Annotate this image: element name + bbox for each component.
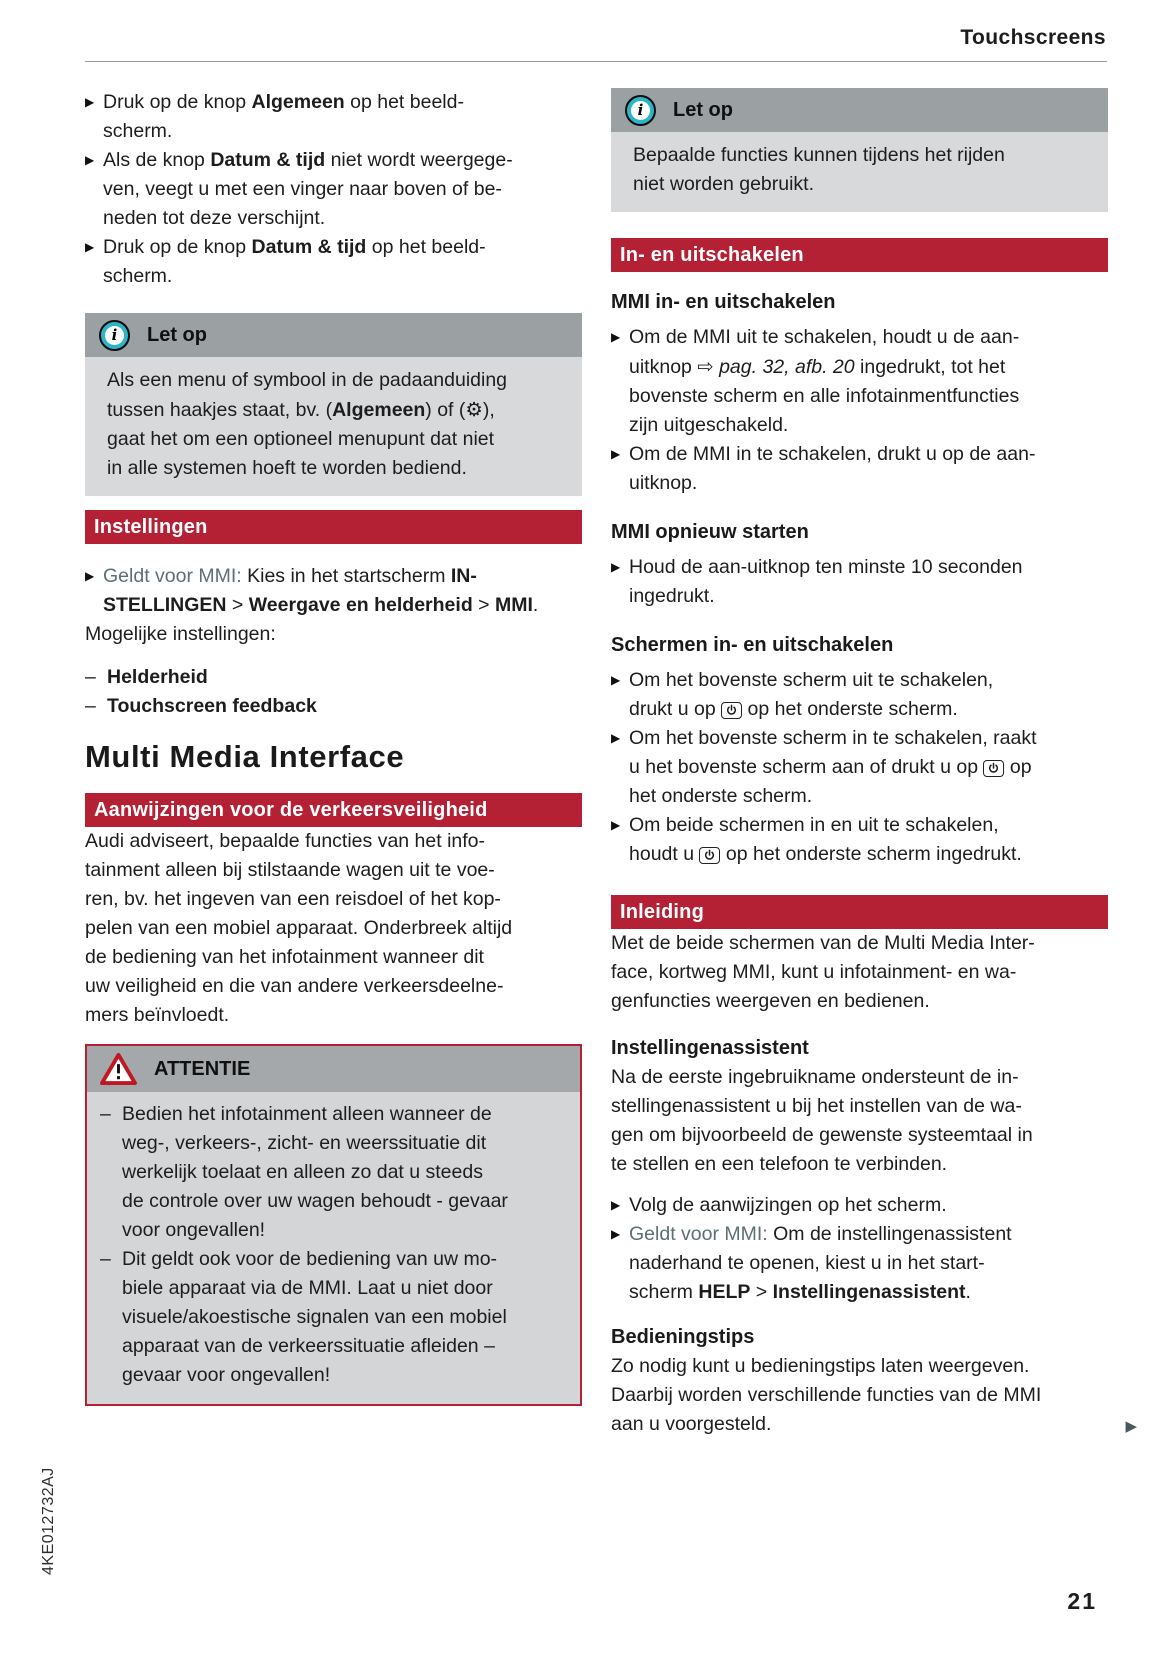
text-run: ven, veegt u met een vinger naar boven of be- xyxy=(103,178,502,200)
text-run: Audi adviseert, bepaalde functies van het info- xyxy=(85,830,486,852)
list-item xyxy=(85,88,597,146)
text-run: Als een menu of symbool in de padaanduiding xyxy=(107,369,508,391)
warning-item-text xyxy=(122,1248,507,1386)
text-run: scherm. xyxy=(103,265,173,287)
text-run: op het onderste scherm ingedrukt. xyxy=(720,843,1022,865)
text-run: pelen van een mobiel apparaat. Onderbreek altijd xyxy=(85,917,513,939)
text-run: de bediening van het infotainment wanneer dit xyxy=(85,946,484,968)
text-run: op het beeld- xyxy=(366,236,486,258)
text-run: tussen haakjes staat, bv. ( xyxy=(107,399,333,421)
text-run: HELP xyxy=(698,1281,751,1303)
text-run: Geldt voor MMI: xyxy=(629,1223,774,1245)
list-item xyxy=(611,1191,1123,1220)
list-item xyxy=(611,323,1123,440)
text-run: aan u voorgesteld. xyxy=(611,1413,772,1435)
text-run: u het bovenste scherm aan of drukt u op xyxy=(629,756,984,778)
text-run: Algemeen xyxy=(251,91,345,113)
bullet-icon: ▶ xyxy=(85,95,95,109)
list-item-text xyxy=(629,814,1022,865)
list-item xyxy=(85,233,597,291)
text-run: Kies in het startscherm xyxy=(247,565,451,587)
bullet-icon: ▶ xyxy=(611,673,621,687)
text-run: Druk op de knop xyxy=(103,91,252,113)
gear-icon: ⚙ xyxy=(465,398,483,421)
text-run: niet worden gebruikt. xyxy=(633,173,815,195)
bullet-icon: ▶ xyxy=(611,1227,621,1241)
warning-body xyxy=(87,1092,580,1404)
option-label: Helderheid xyxy=(107,666,208,688)
text-run: niet wordt weergege- xyxy=(325,149,513,171)
text-run: uw veiligheid en die van andere verkeersdeelne- xyxy=(85,975,504,997)
text-run: scherm xyxy=(629,1281,699,1303)
info-icon-glyph: i xyxy=(105,326,124,345)
tips-paragraph xyxy=(611,1352,1137,1439)
text-run: het onderste scherm. xyxy=(629,785,813,807)
text-run: zijn uitgeschakeld. xyxy=(629,414,789,436)
warning-title: ATTENTIE xyxy=(154,1057,251,1080)
settings-intro: Mogelijke instellingen: xyxy=(85,623,276,645)
bullet-icon: ▶ xyxy=(611,447,621,461)
warning-item xyxy=(100,1100,572,1245)
step-list xyxy=(611,1191,1123,1307)
ref-arrow-icon: ⇨ xyxy=(697,355,714,378)
text-run: naderhand te openen, kiest u in het start- xyxy=(629,1252,985,1274)
text-run: genfuncties weergeven en bedienen. xyxy=(611,990,930,1012)
info-icon xyxy=(99,320,130,351)
text-run: Om de MMI in te schakelen, drukt u op de aan- xyxy=(629,443,1036,465)
text-run: . xyxy=(965,1281,971,1303)
power-key-icon xyxy=(983,760,1004,777)
note-body xyxy=(611,132,1108,212)
text-run: pag. 32, afb. 20 xyxy=(719,356,855,378)
list-item-text xyxy=(629,1194,947,1216)
note-box xyxy=(611,88,1108,212)
text-run: in alle systemen hoeft te worden bediend. xyxy=(107,457,467,479)
page-title: Multi Media Interface xyxy=(85,739,405,774)
info-icon xyxy=(625,95,656,126)
dash-icon: – xyxy=(100,1248,111,1270)
text-run: weg-, verkeers-, zicht- en weerssituatie dit xyxy=(122,1132,487,1154)
text-run: Dit geldt ook voor de bediening van uw mo- xyxy=(122,1248,498,1270)
text-run: werkelijk toelaat en alleen zo dat u steeds xyxy=(122,1161,483,1183)
note-box xyxy=(85,313,582,496)
text-run: gevaar voor ongevallen! xyxy=(122,1364,331,1386)
text-run: Om het bovenste scherm in te schakelen, raakt xyxy=(629,727,1037,749)
text-run: Bepaalde functies kunnen tijdens het rijden xyxy=(633,144,1005,166)
bullet-icon: ▶ xyxy=(611,560,621,574)
text-run: Instellingenassistent xyxy=(772,1281,966,1303)
subheading-instellingenassistent: Instellingenassistent xyxy=(611,1037,809,1059)
text-run: ingedrukt, tot het xyxy=(854,356,1006,378)
warning-box xyxy=(85,1044,582,1406)
bullet-icon: ▶ xyxy=(611,818,621,832)
note-box-header xyxy=(611,88,1108,132)
note-title: Let op xyxy=(673,98,733,121)
tips-paragraph-text xyxy=(611,1355,1041,1435)
list-item xyxy=(85,146,597,233)
text-run: bovenste scherm en alle infotainmentfuncties xyxy=(629,385,1020,407)
bullet-icon: ▶ xyxy=(611,731,621,745)
settings-step-list xyxy=(85,562,597,620)
note-box-header xyxy=(85,313,582,357)
text-run: ingedrukt. xyxy=(629,585,715,607)
inleiding-paragraph xyxy=(611,929,1123,1016)
list-item xyxy=(611,724,1123,811)
text-run: > xyxy=(226,594,249,616)
dash-icon: – xyxy=(85,666,96,688)
text-run: Om de instellingenassistent xyxy=(773,1223,1012,1245)
text-run: stellingenassistent u bij het instellen van de wa- xyxy=(611,1095,1022,1117)
list-item xyxy=(611,1220,1123,1307)
bullet-icon: ▶ xyxy=(611,1198,621,1212)
text-run: te stellen en een telefoon te verbinden. xyxy=(611,1153,948,1175)
list-item-text xyxy=(103,91,464,142)
section-header-inleiding: Inleiding xyxy=(611,895,1108,929)
subheading-mmi-in-en-uitschakelen: MMI in- en uitschakelen xyxy=(611,291,836,313)
list-item xyxy=(611,553,1123,611)
column-left xyxy=(85,88,597,1406)
text-run: op het onderste scherm. xyxy=(742,698,958,720)
spine-code: 4KE012732AJ xyxy=(40,1467,57,1575)
text-run: ), xyxy=(482,399,495,421)
list-item-text xyxy=(103,236,486,287)
list-item-text xyxy=(629,556,1023,607)
text-run: Weergave en helderheid xyxy=(248,594,473,616)
note-title: Let op xyxy=(147,323,207,346)
list-item-text xyxy=(103,565,538,616)
step-list xyxy=(611,666,1123,869)
bullet-icon: ▶ xyxy=(85,153,95,167)
text-run: face, kortweg MMI, kunt u infotainment- en wa- xyxy=(611,961,1017,983)
subheading-schermen-in-en-uitschakelen: Schermen in- en uitschakelen xyxy=(611,634,894,656)
warning-box-header xyxy=(87,1046,580,1092)
text-run: gaat het om een optioneel menupunt dat niet xyxy=(107,428,495,450)
section-header-in-en-uitschakelen: In- en uitschakelen xyxy=(611,238,1108,272)
text-run: tainment alleen bij stilstaande wagen uit te voe- xyxy=(85,859,495,881)
text-run: Als de knop xyxy=(103,149,211,171)
text-run: ) of ( xyxy=(425,399,466,421)
list-item xyxy=(85,663,597,692)
safety-paragraph xyxy=(85,827,597,1030)
text-run: > xyxy=(750,1281,773,1303)
text-run: uitknop. xyxy=(629,472,698,494)
text-run: Met de beide schermen van de Multi Media Inter- xyxy=(611,932,1035,954)
text-run: biele apparaat via de MMI. Laat u niet door xyxy=(122,1277,493,1299)
list-item-text xyxy=(103,149,513,229)
text-run: de controle over uw wagen behoudt - gevaar xyxy=(122,1190,508,1212)
text-run: op het beeld- xyxy=(344,91,464,113)
text-run: visuele/akoestische signalen van een mobiel xyxy=(122,1306,507,1328)
info-icon-glyph: i xyxy=(631,101,650,120)
text-run: uitknop xyxy=(629,356,698,378)
text-run: Om het bovenste scherm uit te schakelen, xyxy=(629,669,994,691)
note-body xyxy=(85,357,582,496)
header-rule xyxy=(85,61,1107,62)
dash-icon: – xyxy=(100,1103,111,1125)
text-run: mers beïnvloedt. xyxy=(85,1004,230,1026)
power-key-icon xyxy=(699,847,720,864)
text-run: voor ongevallen! xyxy=(122,1219,266,1241)
list-item-text xyxy=(629,727,1037,807)
text-run: Daarbij worden verschillende functies van de MMI xyxy=(611,1384,1042,1406)
step-list xyxy=(611,323,1123,498)
list-item xyxy=(611,811,1123,869)
list-item xyxy=(611,666,1123,724)
list-item-text xyxy=(629,669,993,720)
text-run: Houd de aan-uitknop ten minste 10 seconden xyxy=(629,556,1023,578)
text-run: Na de eerste ingebruikname ondersteunt de in- xyxy=(611,1066,1019,1088)
text-run: Bedien het infotainment alleen wanneer de xyxy=(122,1103,492,1125)
text-run: STELLINGEN xyxy=(103,594,227,616)
settings-options-list xyxy=(85,663,597,721)
text-run: . xyxy=(532,594,539,616)
text-run: neden tot deze verschijnt. xyxy=(103,207,326,229)
section-header-instellingen: Instellingen xyxy=(85,510,582,544)
bullet-icon: ▶ xyxy=(85,569,95,583)
text-run: Druk op de knop xyxy=(103,236,252,258)
list-item xyxy=(85,692,597,721)
bullet-icon: ▶ xyxy=(85,240,95,254)
list-item-text xyxy=(629,443,1035,494)
text-run: Geldt voor MMI: xyxy=(103,565,248,587)
text-run: IN- xyxy=(450,565,477,587)
power-key-icon xyxy=(721,702,742,719)
warning-triangle-icon xyxy=(99,1052,138,1087)
text-run: Datum & tijd xyxy=(251,236,367,258)
dash-icon: – xyxy=(85,695,96,717)
text-run: gen om bijvoorbeeld de gewenste systeemtaal in xyxy=(611,1124,1033,1146)
list-item xyxy=(611,440,1123,498)
text-run: MMI xyxy=(494,594,533,616)
subheading-mmi-opnieuw-starten: MMI opnieuw starten xyxy=(611,521,809,543)
page-header-title: Touchscreens xyxy=(960,26,1106,49)
text-run: scherm. xyxy=(103,120,173,142)
assistant-paragraph xyxy=(611,1063,1123,1179)
text-run: Volg de aanwijzingen op het scherm. xyxy=(629,1194,947,1216)
text-run: Datum & tijd xyxy=(210,149,326,171)
list-item xyxy=(85,562,597,620)
warning-item-text xyxy=(122,1103,508,1241)
text-run: houdt u xyxy=(629,843,700,865)
bullet-icon: ▶ xyxy=(611,330,621,344)
instruction-list xyxy=(85,88,597,291)
text-run: apparaat van de verkeerssituatie afleiden – xyxy=(122,1335,495,1357)
warning-item xyxy=(100,1245,572,1390)
list-item-text xyxy=(629,1223,1012,1303)
text-run: > xyxy=(472,594,495,616)
text-run: Om beide schermen in en uit te schakelen, xyxy=(629,814,999,836)
subheading-bedieningstips: Bedieningstips xyxy=(611,1326,755,1348)
continuation-arrow-icon: ▶ xyxy=(1125,1418,1137,1435)
text-run: ren, bv. het ingeven van een reisdoel of het kop- xyxy=(85,888,501,910)
text-run: Algemeen xyxy=(332,399,426,421)
page-number: 21 xyxy=(1067,1588,1097,1614)
step-list xyxy=(611,553,1123,611)
text-run: drukt u op xyxy=(629,698,722,720)
text-run: Zo nodig kunt u bedieningstips laten weergeven. xyxy=(611,1355,1030,1377)
section-header-verkeersveiligheid: Aanwijzingen voor de verkeersveiligheid xyxy=(85,793,582,827)
text-run: Om de MMI uit te schakelen, houdt u de aan- xyxy=(629,326,1020,348)
column-right xyxy=(611,88,1137,1439)
text-run: op xyxy=(1004,756,1032,778)
option-label: Touchscreen feedback xyxy=(107,695,317,717)
list-item-text xyxy=(629,326,1019,436)
